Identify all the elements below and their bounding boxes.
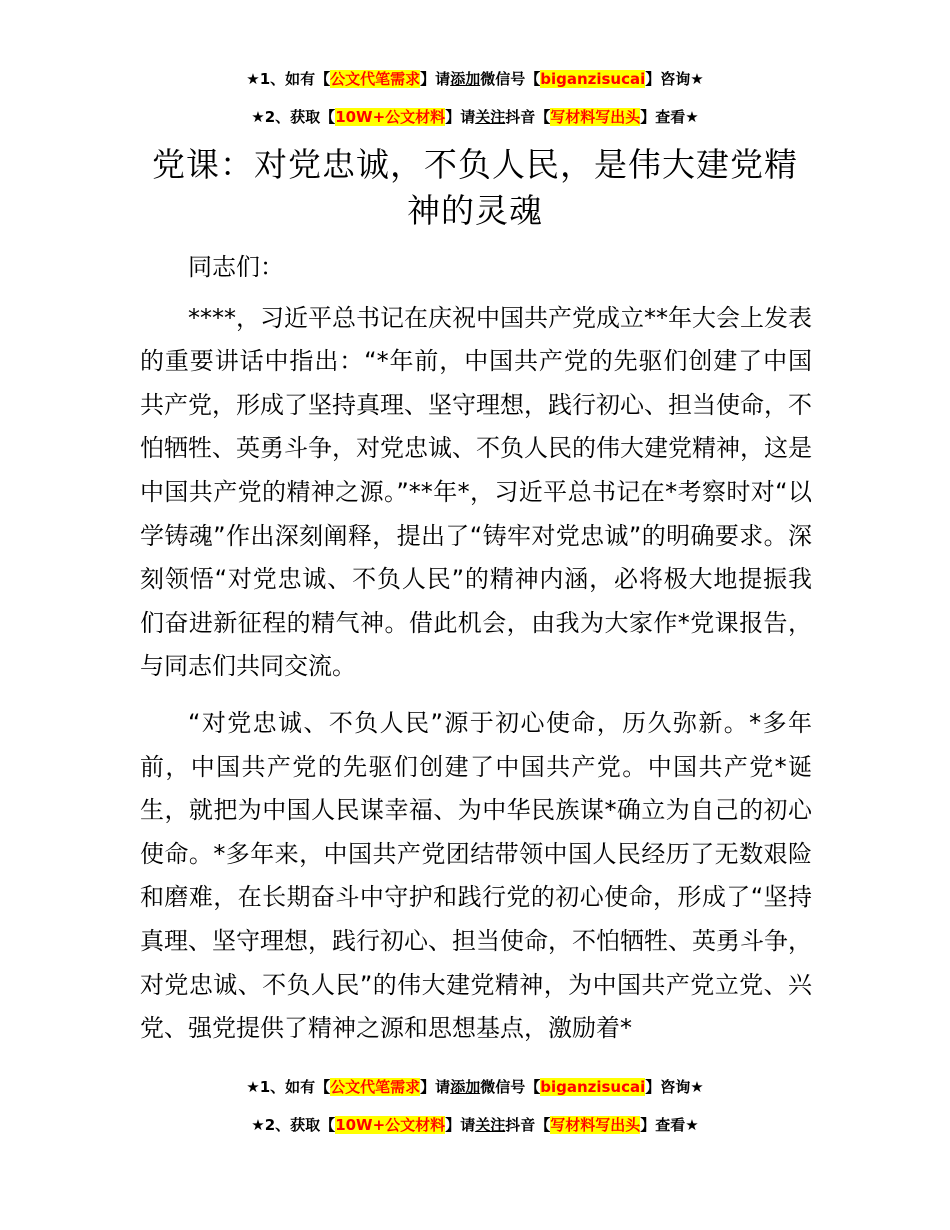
header-ad-line-2	[0, 106, 950, 128]
header-ad-line-1	[0, 68, 950, 90]
ad-text: 】请	[420, 1078, 451, 1096]
ad-suffix: 】查看★	[640, 1116, 699, 1134]
ad-underline-text: 添加	[450, 1078, 481, 1096]
ad-text: 抖音【	[505, 108, 551, 126]
ad-highlight-materials: 10W+公文材料	[335, 1116, 446, 1134]
document-body	[140, 246, 812, 1051]
ad-text: 抖音【	[505, 1116, 551, 1134]
ad-prefix: ★2、获取【	[251, 1116, 336, 1134]
ad-prefix: ★1、如有【	[246, 1078, 331, 1096]
ad-suffix: 】咨询★	[645, 70, 704, 88]
greeting: 同志们：	[188, 253, 284, 281]
ad-underline-text: 关注	[475, 108, 506, 126]
ad-text: 】请	[445, 1116, 476, 1134]
ad-highlight-wechat-id: biganzisucai	[540, 70, 646, 88]
ad-highlight-douyin-id: 写材料写出头	[550, 1116, 641, 1134]
ad-highlight-wechat-id: biganzisucai	[540, 1078, 646, 1096]
ad-suffix: 】查看★	[640, 108, 699, 126]
ad-highlight-service: 公文代笔需求	[330, 1078, 421, 1096]
ad-text: 微信号【	[480, 1078, 541, 1096]
paragraph-2: “对党忠诚、不负人民”源于初心使命，历久弥新。*多年前，中国共产党的先驱们创建了中国共产党。中国共产党*诞生，就把为中国人民谋幸福、为中华民族谋*确立为自己的初心使命。*多年来，中国共产党团结带领中国人民经历了无数艰险和磨难，在长期奋斗中守护和践行党的初心使命，形成了“坚持真理、坚守理想，践行初心、担当使命，不怕牺牲、英勇斗争，对党忠诚、不负人民”的伟大建党精神，为中国共产党立党、兴党、强党提供了精神之源和思想基点，激励着*	[140, 708, 812, 1043]
footer-ad-line-1	[0, 1076, 950, 1098]
footer-ad-line-2	[0, 1114, 950, 1136]
ad-suffix: 】咨询★	[645, 1078, 704, 1096]
document-title: 党课：对党忠诚，不负人民，是伟大建党精神的灵魂	[152, 145, 798, 230]
ad-highlight-douyin-id: 写材料写出头	[550, 108, 641, 126]
ad-underline-text: 关注	[475, 1116, 506, 1134]
ad-text: 】请	[420, 70, 451, 88]
ad-highlight-materials: 10W+公文材料	[335, 108, 446, 126]
paragraph-1: ****，习近平总书记在庆祝中国共产党成立**年大会上发表的重要讲话中指出：“*年前，中国共产党的先驱们创建了中国共产党，形成了坚持真理、坚守理想，践行初心、担当使命，不怕牺牲、英勇斗争，对党忠诚、不负人民的伟大建党精神，这是中国共产党的精神之源。”**年*，习近平总书记在*考察时对“以学铸魂”作出深刻阐释，提出了“铸牢对党忠诚”的明确要求。深刻领悟“对党忠诚、不负人民”的精神内涵，必将极大地提振我们奋进新征程的精气神。借此机会，由我为大家作*党课报告，与同志们共同交流。	[140, 303, 812, 681]
ad-text: 】请	[445, 108, 476, 126]
ad-underline-text: 添加	[450, 70, 481, 88]
ad-prefix: ★2、获取【	[251, 108, 336, 126]
ad-prefix: ★1、如有【	[246, 70, 331, 88]
ad-highlight-service: 公文代笔需求	[330, 70, 421, 88]
ad-text: 微信号【	[480, 70, 541, 88]
